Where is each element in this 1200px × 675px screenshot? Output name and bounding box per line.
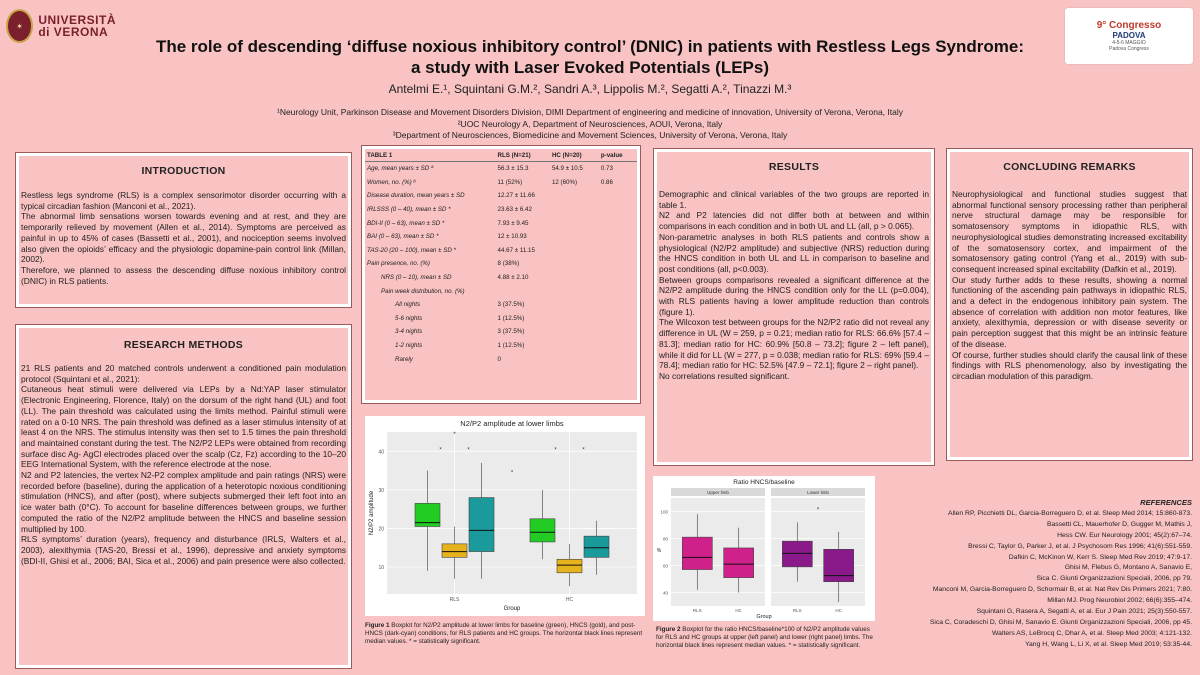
table1-cell-p — [599, 325, 637, 339]
introduction-text — [21, 190, 346, 286]
affiliation-3: ³Department of Neurosciences, Biomedicine and Movement Sciences, University of Verona, Verona, Italy — [392, 130, 788, 140]
y-tick-label: 30 — [378, 487, 384, 494]
table-row — [365, 312, 637, 326]
table1-cell-rls: 23.63 ± 6.42 — [497, 206, 532, 214]
methods-paragraph: RLS symptoms’ duration (years), frequency and disturbance (IRLS, Walters et al., 2003), alexithymia (TAS-20, Bressi et al., 1996), depressive and anxiety symptoms (BDI-II, Ghisi et al., 2006; BAI, Sica et al., 2006) and pain presence were also collected. — [21, 534, 346, 566]
table1-cell-p — [599, 257, 637, 271]
table1-cell-rls: 12.27 ± 11.66 — [497, 192, 535, 200]
table-row — [365, 203, 637, 217]
results-paragraph: Between groups comparisons revealed a significant difference at the N2/P2 amplitude during the HNCS condition only for the LL (p=0.004), with RLS patients having a lower amplitude reduction than controls (figure 1). — [659, 274, 929, 317]
y-tick-label: 40 — [378, 449, 384, 456]
methods-paragraph: 21 RLS patients and 20 matched controls underwent a conditioned pain modulation protocol (Squintani et al., 2021): — [21, 363, 346, 384]
figure1-caption-label: Figure 1 — [365, 622, 390, 629]
significance-marker: * — [510, 470, 514, 477]
table1-cell-hc — [550, 284, 599, 298]
reference-item: Walters AS, LeBrocq C, Dhar A, et al. Sleep Med 2003; 4:121-132. — [992, 629, 1192, 637]
table1-cell-hc — [550, 298, 599, 312]
y-tick-label: 100 — [660, 509, 668, 515]
table-row — [365, 162, 637, 176]
university-name-line2: di VERONA — [38, 25, 109, 39]
figure2-caption — [656, 626, 873, 649]
table1-cell-p — [599, 271, 637, 285]
table1-cell-rls: 12 ± 10.93 — [497, 233, 527, 241]
affiliation-1: ¹Neurology Unit, Parkinson Disease and Movement Disorders Division, DIMI Department of engineering and medicine of innovation, University of Verona, Verona, Italy — [276, 107, 903, 117]
table1 — [365, 149, 637, 366]
x-axis-label: Group — [503, 606, 521, 612]
results-paragraph: N2 and P2 latencies did not differ both at between and within comparisons in each condition and in both UL and LL (all, p > 0.065). — [659, 210, 929, 232]
table1-cell-rls: 1 (12.5%) — [497, 342, 525, 350]
congress-dates: 4-5-6 MAGGIO — [1112, 40, 1146, 46]
table1-cell-p — [599, 189, 637, 203]
figure2-chart-frame — [653, 476, 875, 621]
congress-logo — [1065, 8, 1193, 64]
table1-cell-label: 5-6 nights — [395, 314, 423, 322]
results-paragraph: No correlations resulted significant. — [659, 370, 790, 381]
methods-text — [21, 363, 346, 566]
table1-cell-rls: 3 (37.5%) — [497, 301, 525, 309]
table1-cell-hc — [550, 325, 599, 339]
table1-cell-label: BDI-II (0 – 63), mean ± SD * — [367, 219, 445, 227]
reference-item: Yang H, Wang L, Li X, et al. Sleep Med 2019; 53:35-44. — [1024, 640, 1192, 648]
table1-header: p-value — [599, 149, 637, 162]
table1-cell-label: Disease duration, mean years ± SD — [367, 192, 465, 200]
table-row — [365, 257, 637, 271]
reference-item: Manconi M, Garcia-Borreguero D, Schormair B, et al. Nat Rev Dis Primers 2021; 7:80. — [932, 586, 1192, 594]
y-tick-label: 10 — [378, 565, 384, 571]
x-tick-label: RLS — [449, 597, 460, 603]
reference-item: Squintani G, Rasera A, Segatti A, et al. Eur J Pain 2021; 25(3):550-557. — [976, 608, 1192, 616]
table1-cell-label: NRS (0 – 10), mean ± SD — [381, 274, 452, 282]
table1-cell-label: BAI (0 – 63), mean ± SD * — [367, 233, 439, 241]
table1-cell-rls: 7.93 ± 9.45 — [497, 219, 529, 227]
y-tick-label: 40 — [662, 590, 668, 596]
introduction-paragraph: Therefore, we planned to assess the descending diffuse noxious inhibitory control (DNIC) in RLS patients. — [21, 264, 346, 286]
table-row — [365, 244, 637, 258]
x-tick-label: RLS — [792, 608, 802, 613]
table1-cell-hc — [550, 339, 599, 353]
box-body — [442, 544, 467, 558]
panel-label: Upper limb — [707, 490, 729, 495]
table1-cell-p — [599, 339, 637, 353]
significance-marker: * — [439, 447, 442, 454]
table1-cell-hc — [550, 312, 599, 326]
x-tick-label: RLS — [692, 608, 702, 613]
methods-heading: RESEARCH METHODS — [123, 339, 244, 351]
table1-cell-label: 3-4 nights — [395, 328, 423, 336]
figure1-panel — [365, 416, 645, 668]
significance-marker: * — [816, 507, 820, 514]
table1-cell-rls: 44.67 ± 11.15 — [497, 246, 535, 254]
box-body — [724, 548, 754, 578]
methods-paragraph: Cutaneous heat stimuli were delivered via LEPs by a Nd:YAP laser stimulator (Electronic Engineering, Florence, Italy) on the dorsum of the right hand (UL) and foot (LL). The pain threshold was calculated using the limits method. Painful stimuli were rated on a 0-10 NRS. The pain threshold was defined as a laser stimulus intensity of at least 4 on the NRS. The stimulus intensity was then set to 1.5 times the pain threshold and maintained constant during the test. The N2/P2 LEPs were obtained from recording surface disc Ag- AgCl electrodes placed over the scalp (Cz, Fz) according to the 10–20 EEG International System, with the reference electrode at the nose. — [21, 384, 346, 470]
table1-cell-hc — [550, 216, 599, 230]
reference-item: Dafkin C, McKinon W, Kerr S. Sleep Med Rev 2019; 47:9-17. — [1008, 553, 1192, 561]
figure1-caption-text: Boxplot for N2/P2 amplitude at lower limbs for baseline (green), HNCS (gold), and post-HNCS (dark-cyan) conditions, for RLS patients and HC groups. The horizontal black lines represent median values. * = statistically significant. — [365, 622, 643, 645]
authors: Antelmi E.¹, Squintani G.M.², Sandri A.³, Lippolis M.², Segatti A.², Tinazzi M.³ — [388, 82, 792, 96]
table1-cell-p — [599, 298, 637, 312]
table1-cell-rls: 4.88 ± 2.10 — [497, 274, 529, 282]
table1-cell-hc — [550, 244, 599, 258]
table1-cell-rls: 8 (38%) — [497, 260, 520, 268]
significance-marker: * — [453, 431, 456, 438]
congress-venue: Padova Congress — [1109, 46, 1149, 52]
title-line2: a study with Laser Evoked Potentials (LEPs) — [410, 58, 770, 77]
table1-cell-hc — [550, 189, 599, 203]
affiliations — [120, 107, 1060, 142]
references-heading: REFERENCES — [1140, 498, 1192, 507]
figure2-caption-label: Figure 2 — [656, 626, 681, 633]
table1-cell-p — [599, 284, 637, 298]
table-row — [365, 176, 637, 190]
congress-city: PADOVA — [1112, 31, 1146, 40]
table1-cell-label: All nights — [395, 301, 421, 309]
methods-paragraph: N2 and P2 latencies, the vertex N2-P2 complex amplitude and pain ratings (NRS) were recorded before (baseline), during the application of a heterotopic noxious conditioning stimulation (HNCS), and after (post), where subjects submerged their left foot into an ice water bath (0°C). To account for baseline differences between groups, we further computed the ratio of the N2/P2 amplitude between the HNCS and baseline session multiplied by 100. — [21, 470, 346, 534]
reference-item: Millan MJ. Prog Neurobiol 2002; 66(6):355–474. — [1047, 597, 1192, 605]
results-paragraph: Demographic and clinical variables of the two groups are reported in table 1. — [659, 189, 929, 210]
box-body — [782, 541, 812, 567]
table1-cell-p: 0.73 — [600, 165, 613, 173]
x-tick-label: HC — [835, 608, 842, 613]
table1-cell-rls — [496, 284, 550, 298]
results-paragraph: The Wilcoxon test between groups for the N2/P2 ratio did not reveal any difference in UL (W = 259, p = 0.21; median ratio for RLS: 66.6% [57.4 – 81.3]; median ratio for HC: 60.9% [50.8 – 73.2]; figure 2 – left panel), while it did for LL (W = 277, p = 0.038; median ratio for RLS: 69% [59.4 – 78.4]; median ratio for HC: 52.5% [47.9 – 72.1]; figure 2 – right panel). — [659, 317, 929, 371]
table1-box — [361, 145, 641, 404]
introduction-section — [15, 152, 352, 308]
table-row — [365, 230, 637, 244]
results-paragraph: Non-parametric analyses in both RLS patients and controls show a physiological (N2/P2 amplitude) and subjective (NRS) reduction during the HNCS condition in both UL and LL in comparison to baseline and post conditions (all, p<0.003). — [659, 231, 929, 274]
table1-cell-p: 0.86 — [600, 178, 613, 186]
significance-marker: * — [582, 447, 585, 454]
university-name-line1: UNIVERSITÀ — [38, 13, 116, 27]
conclusions-paragraph: Neurophysiological and functional studies suggest that abnormal functional sensory processing rather than peripheral nerve structural damage may be responsible for somatosensory symptoms in idiopathic RLS, with neurophysiological studies demonstrating increased excitability of the somatosensory cortex, and impairment of the somatosensory gating control (Yang et al., 2019) with sub-consequent increased spinal excitability (Dafkin et al., 2019). — [952, 189, 1187, 274]
y-tick-label: 80 — [662, 536, 668, 542]
reference-item: Ghisi M, Flebus G, Montano A, Sanavio E, — [1064, 564, 1192, 572]
table1-cell-label: Rarely — [395, 355, 413, 363]
introduction-heading: INTRODUCTION — [141, 165, 226, 177]
panel-label: Lower limb — [807, 490, 829, 495]
table1-cell-rls: 11 (52%) — [497, 178, 523, 186]
poster-title — [120, 36, 1060, 78]
conclusions-paragraph: Of course, further studies should clarify the causal link of these findings with RLS phenomenology, also by investigating the circadian modulation of this paradigm. — [952, 349, 1187, 381]
x-axis-label: Group — [756, 614, 772, 620]
table-row — [365, 339, 637, 353]
box-body — [584, 536, 609, 557]
table1-cell-rls: 1 (12.5%) — [497, 314, 525, 322]
results-text — [659, 189, 929, 382]
figure1-chart — [365, 416, 645, 616]
introduction-paragraph: The abnormal limb sensations worsen towards evening and at rest, and they are temporarily relieved by movement (Allen et al., 2014). Symptoms are perceived as painful in up to 45% of cases (Bassetti et al., 2001), and nociception seems involved also given the opioids’ efficacy and the physiologic dopamine-pain control link (Millan, 2002). — [21, 211, 346, 265]
table-row — [365, 352, 637, 366]
congress-edition: 9° Congresso — [1096, 20, 1162, 31]
chart-title: N2/P2 amplitude at lower limbs — [460, 419, 564, 428]
references — [880, 498, 1192, 651]
table1-cell-hc — [550, 271, 599, 285]
reference-item: Allen RP, Picchietti DL, Garcia-Borreguero D, et al. Sleep Med 2014; 15:860-873. — [948, 509, 1192, 517]
box-body — [824, 549, 854, 581]
table1-cell-p — [599, 244, 637, 258]
university-seal-icon: ✶ — [6, 9, 33, 43]
table1-cell-label: 1-2 nights — [395, 342, 423, 350]
results-heading: RESULTS — [768, 161, 820, 173]
y-tick-label: 60 — [662, 563, 668, 569]
affiliation-2: ²UOC Neurology A, Department of Neurosciences, AOUI, Verona, Italy — [457, 118, 723, 129]
table-row — [365, 284, 637, 298]
figure1-chart-frame — [365, 416, 645, 616]
table1-cell-hc: 54.9 ± 10.5 — [551, 165, 583, 173]
box-body — [557, 559, 582, 573]
table1-cell-p — [599, 216, 637, 230]
title-line1: The role of descending ‘diffuse noxious inhibitory control’ (DNIC) in patients with Restless Legs Syndrome: — [155, 37, 1025, 56]
conclusions-text — [952, 189, 1187, 382]
table-row — [365, 189, 637, 203]
table1-cell-label: Pain presence, no. (%) — [367, 260, 430, 268]
table1-header: TABLE 1 — [365, 149, 496, 162]
table1-cell-hc: 12 (60%) — [551, 178, 578, 186]
table1-cell-hc — [550, 230, 599, 244]
conclusions-section — [946, 148, 1193, 461]
reference-item: Bressi C, Taylor G, Parker J, et al. J Psychosom Res 1996; 41(6):551-559. — [968, 542, 1192, 550]
figure2-panel — [653, 476, 875, 669]
significance-marker: * — [467, 447, 470, 454]
table1-cell-hc — [550, 203, 599, 217]
reference-item: Sica C. Giunti Organizzazioni Speciali, 2006, pp 79. — [1036, 575, 1192, 583]
reference-item: Sica C, Coradeschi D, Ghisi M, Sanavio E. Giunti Organizzazioni Speciali, 2006, pp 45. — [929, 618, 1192, 626]
table1-cell-label: Women, no. (%) ᵇ — [367, 178, 416, 186]
conclusions-paragraph: Our study further adds to these results, showing a normal functioning of the ascending pain pathways in idiopathic RLS, and a defect in the endogenous inhibitory pain system. The absence of correlation with addition non motor features, like anxiety, alexithymia, depression or with disease severity or pain perception suggest that this might be an intrinsic feature of the disease. — [952, 274, 1187, 349]
figure1-caption — [365, 622, 643, 645]
university-logo — [6, 6, 116, 46]
table1-cell-rls: 56.3 ± 15.3 — [497, 165, 529, 173]
table1-cell-p — [599, 352, 637, 366]
y-tick-label: 20 — [378, 526, 384, 533]
table-row — [365, 298, 637, 312]
methods-section — [15, 324, 352, 669]
introduction-paragraph: Restless legs syndrome (RLS) is a complex sensorimotor disorder occurring with a typical circadian fashion (Manconi et al., 2021). — [21, 190, 346, 211]
results-section — [653, 148, 935, 466]
box-body — [682, 537, 712, 569]
table1-cell-p — [599, 203, 637, 217]
reference-item: Hess CW. Eur Neurology 2001; 45(2):67–74. — [1057, 531, 1192, 539]
table1-header-row — [365, 149, 637, 162]
x-tick-label: HC — [565, 597, 574, 603]
table1-header: RLS (N=21) — [496, 149, 550, 162]
table-row — [365, 216, 637, 230]
y-axis-label: % — [656, 548, 662, 554]
table1-cell-hc — [550, 352, 599, 366]
conclusions-heading: CONCLUDING REMARKS — [1003, 161, 1136, 173]
table1-cell-hc — [550, 257, 599, 271]
box-body — [469, 498, 494, 552]
table1-cell-label: Pain week distribution, no. (%) — [381, 287, 465, 295]
table1-cell-label: IRLSSS (0 – 40), mean ± SD * — [367, 206, 451, 214]
significance-marker: * — [554, 447, 557, 454]
reference-item: Bassetti CL, Mauerhofer D, Gugger M, Mathis J, — [1046, 520, 1192, 528]
table1-cell-rls: 0 — [497, 355, 501, 363]
table-row — [365, 271, 637, 285]
table1-cell-label: Age, mean years ± SD ª — [367, 165, 434, 173]
figure2-chart — [653, 476, 875, 621]
chart-title: Ratio HNCS/baseline — [733, 479, 795, 486]
table1-cell-p — [599, 230, 637, 244]
table1-cell-rls: 3 (37.5%) — [497, 328, 525, 336]
figure2-caption-text: Boxplot for the ratio HNCS/baseline*100 of N2/P2 amplitude values for RLS and HC groups at upper (left panel) and lower (right panel) limbs. The horizontal black lines represent median values. * = statistically significant. — [656, 626, 873, 649]
y-axis-label: N2/P2 amplitude — [369, 490, 375, 536]
table1-header: HC (N=20) — [550, 149, 599, 162]
table1-cell-p — [599, 312, 637, 326]
table-row — [365, 325, 637, 339]
table1-cell-label: TAS-20 (20 – 100), mean ± SD * — [367, 246, 456, 254]
box-body — [530, 519, 555, 542]
x-tick-label: HC — [735, 608, 742, 613]
